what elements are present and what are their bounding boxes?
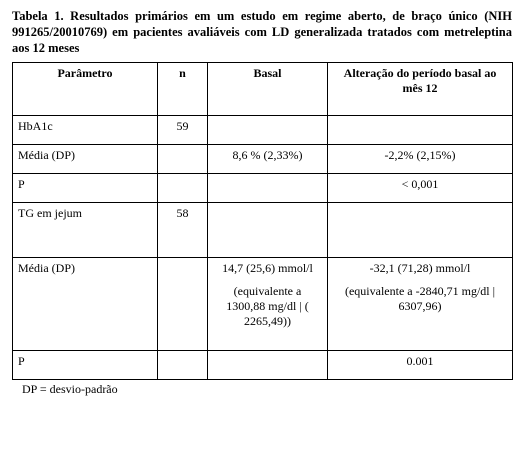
cell-alteracao: [328, 116, 513, 145]
header-basal: Basal: [208, 63, 328, 116]
alteracao-equivalent: (equivalente a -2840,71 mg/dl | 6307,96): [344, 284, 496, 313]
results-table: [12, 62, 513, 380]
footnote: DP = desvio-padrão: [22, 382, 118, 396]
cell-alteracao: -2,2% (2,15%): [328, 145, 513, 174]
basal-equivalent: (equivalente a 1300,88 mg/dl | ( 2265,49)): [226, 284, 309, 328]
cell-n: [158, 258, 208, 351]
cell-n: 58: [158, 203, 208, 258]
basal-value: 14,7 (25,6) mmol/l: [222, 261, 313, 275]
cell-basal: [208, 351, 328, 380]
cell-n: [158, 351, 208, 380]
table-row: [13, 174, 513, 203]
cell-parametro: TG em jejum: [13, 203, 158, 258]
header-alteracao: Alteração do período basal ao mês 12: [328, 63, 513, 116]
table-row: [13, 116, 513, 145]
cell-basal: 8,6 % (2,33%): [208, 145, 328, 174]
cell-alteracao: < 0,001: [328, 174, 513, 203]
cell-n: [158, 145, 208, 174]
cell-alteracao: 0.001: [328, 351, 513, 380]
table-row: [13, 258, 513, 351]
cell-alteracao: [328, 203, 513, 258]
table-caption: Tabela 1. Resultados primários em um estudo em regime aberto, de braço único (NIH 991265/20010769) em pacientes avaliáveis com LD generalizada tratados com metreleptina aos 12 meses: [12, 9, 512, 55]
header-n: n: [158, 63, 208, 116]
cell-basal: [208, 203, 328, 258]
header-row: [13, 63, 513, 116]
cell-n: 59: [158, 116, 208, 145]
header-parametro: Parâmetro: [13, 63, 158, 116]
table-row: [13, 203, 513, 258]
table-row: [13, 351, 513, 380]
cell-alteracao: [328, 258, 513, 351]
cell-parametro: P: [13, 351, 158, 380]
table-row: [13, 145, 513, 174]
cell-basal: [208, 116, 328, 145]
cell-parametro: HbA1c: [13, 116, 158, 145]
alteracao-value: -32,1 (71,28) mmol/l: [369, 261, 471, 275]
cell-parametro: P: [13, 174, 158, 203]
cell-n: [158, 174, 208, 203]
document: [12, 8, 512, 397]
cell-basal: [208, 258, 328, 351]
cell-basal: [208, 174, 328, 203]
cell-parametro: Média (DP): [13, 258, 158, 351]
cell-parametro: Média (DP): [13, 145, 158, 174]
